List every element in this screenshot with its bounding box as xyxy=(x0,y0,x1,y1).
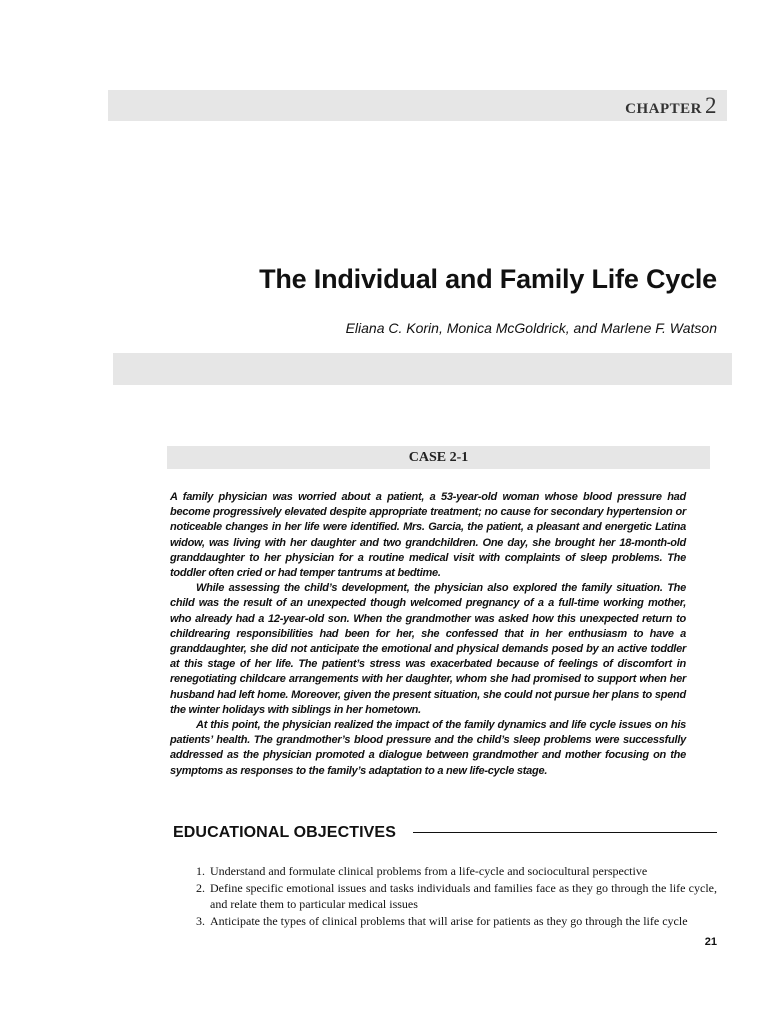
chapter-label xyxy=(625,93,717,119)
objective-text: Define specific emotional issues and tasks individuals and families face as they go through the life cycle, and relate them to particular medical issues xyxy=(210,881,717,911)
chapter-word: CHAPTER xyxy=(625,101,702,117)
objectives-rule xyxy=(413,832,717,833)
title-divider-band xyxy=(113,353,732,385)
chapter-title: The Individual and Family Life Cycle xyxy=(259,264,717,294)
objective-number: 2. xyxy=(196,881,205,895)
objective-number: 1. xyxy=(196,864,205,878)
list-item xyxy=(196,864,717,880)
objectives-heading: EDUCATIONAL OBJECTIVES xyxy=(173,824,396,841)
list-item xyxy=(196,914,717,930)
chapter-authors: Eliana C. Korin, Monica McGoldrick, and Marlene F. Watson xyxy=(345,320,717,336)
page-number: 21 xyxy=(704,936,717,948)
case-label: CASE 2-1 xyxy=(408,450,469,465)
objective-text: Understand and formulate clinical problems from a life-cycle and sociocultural perspective xyxy=(210,864,648,878)
case-paragraph: While assessing the child’s development, the physician also explored the family situation. The child was the result of an unexpected though welcomed pregnancy of a a full-time working mother, who already had a 12-year-old son. When the grandmother was asked how this unexpected return to childrearing responsibilities had been for her, she confessed that in her enthusiasm to have a granddaughter, she did not anticipate the emotional and physical demands posed by an active toddler at this stage of her life. The patient’s stress was exacerbated because of feelings of discomfort in renegotiating childcare arrangements with her daughter, whom she had promised to support when her husband had left home. Moreover, given the present situation, she could not pursue her plans to spend the winter holidays with siblings in her hometown. xyxy=(170,582,686,716)
chapter-header-band xyxy=(108,90,727,121)
objectives-list xyxy=(196,864,717,931)
case-paragraph: A family physician was worried about a patient, a 53-year-old woman whose blood pressure had become progressively elevated despite appropriate treatment; no cause for secondary hypertension or noticeable changes in her life were identified. Mrs. Garcia, the patient, a pleasant and energetic Latina widow, was living with her daughter and two grandchildren. One day, she brought her 18-month-old granddaughter to her physician for a routine medical visit with complaints of sleep problems. The toddler often cried or had temper tantrums at bedtime. xyxy=(170,491,686,580)
objective-number: 3. xyxy=(196,913,205,928)
case-text xyxy=(170,490,686,779)
case-paragraph: At this point, the physician realized the impact of the family dynamics and life cycle issues on his patients’ health. The grandmother’s blood pressure and the child’s sleep problems were successfully addressed as the physician promoted a dialogue between grandmother and mother focusing on the symptoms as responses to the family’s adaptation to a new life-cycle stage. xyxy=(170,719,686,777)
case-header-band xyxy=(167,446,710,469)
chapter-number: 2 xyxy=(705,93,717,118)
list-item xyxy=(196,881,717,912)
objective-text: Anticipate the types of clinical problems that will arise for patients as they go through the life cycle xyxy=(210,913,688,928)
